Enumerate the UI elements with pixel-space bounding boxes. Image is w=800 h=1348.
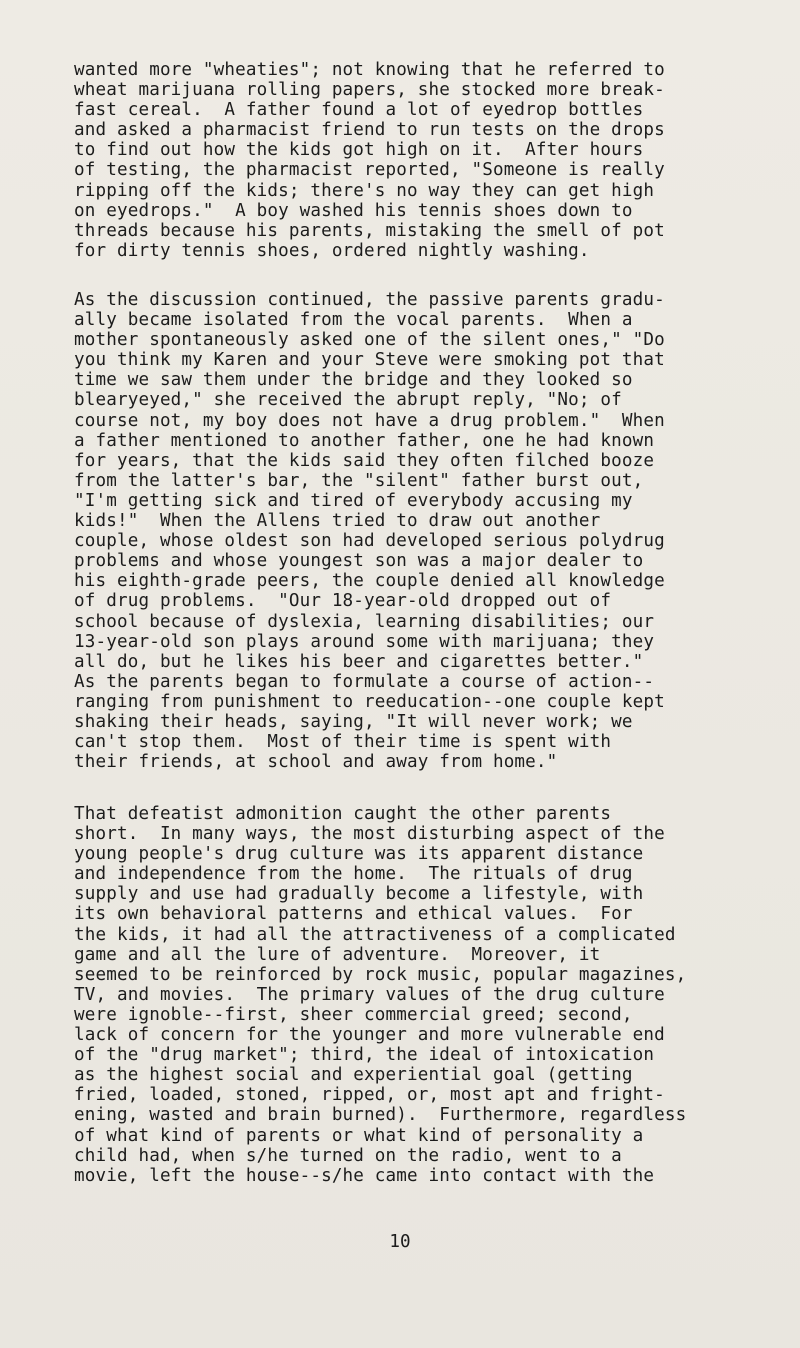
page-number: 10 — [389, 1232, 411, 1252]
text-line: ally became isolated from the vocal parents. When a — [74, 310, 633, 331]
text-line: kids!" When the Allens tried to draw out another — [74, 511, 601, 532]
paragraph-2 — [74, 290, 794, 772]
text-line: shaking their heads, saying, "It will never work; we — [74, 711, 633, 732]
text-line: child had, when s/he turned on the radio, went to a — [74, 1145, 622, 1166]
text-line: threads because his parents, mistaking the smell of pot — [74, 220, 665, 241]
text-line: game and all the lure of adventure. Moreover, it — [74, 944, 601, 965]
text-line: on eyedrops." A boy washed his tennis shoes down to — [74, 200, 633, 221]
text-line: problems and whose youngest son was a major dealer to — [74, 551, 644, 572]
text-line: were ignoble--first, sheer commercial greed; second, — [74, 1004, 633, 1025]
text-line: blearyeyed," she received the abrupt reply, "No; of — [74, 390, 622, 411]
text-line: couple, whose oldest son had developed serious polydrug — [74, 531, 665, 552]
text-line: a father mentioned to another father, one he had known — [74, 430, 655, 451]
text-line: their friends, at school and away from home." — [74, 752, 558, 773]
text-line: for dirty tennis shoes, ordered nightly washing. — [74, 240, 590, 261]
text-line: as the highest social and experiential goal (getting — [74, 1065, 633, 1086]
text-line: for years, that the kids said they often filched booze — [74, 450, 655, 471]
text-line: of testing, the pharmacist reported, "Someone is really — [74, 160, 665, 181]
text-line: all do, but he likes his beer and cigarettes better." — [74, 651, 644, 672]
text-line: 13-year-old son plays around some with marijuana; they — [74, 631, 655, 652]
text-line: seemed to be reinforced by rock music, popular magazines, — [74, 964, 687, 985]
text-line: can't stop them. Most of their time is spent with — [74, 732, 612, 753]
text-line: its own behavioral patterns and ethical values. For — [74, 904, 633, 925]
text-line: As the parents began to formulate a course of action-- — [74, 671, 655, 692]
text-line: the kids, it had all the attractiveness of a complicated — [74, 924, 676, 945]
text-line: of drug problems. "Our 18-year-old dropped out of — [74, 591, 612, 612]
text-line: fast cereal. A father found a lot of eyedrop bottles — [74, 100, 644, 121]
text-line: and independence from the home. The rituals of drug — [74, 864, 633, 885]
text-line: of the "drug market"; third, the ideal of intoxication — [74, 1045, 655, 1066]
text-line: TV, and movies. The primary values of the drug culture — [74, 984, 665, 1005]
text-line: wanted more "wheaties"; not knowing that he referred to — [74, 60, 665, 80]
text-line: movie, left the house--s/he came into contact with the — [74, 1165, 655, 1186]
text-line: ening, wasted and brain burned). Furthermore, regardless — [74, 1105, 687, 1126]
text-line: school because of dyslexia, learning disabilities; our — [74, 611, 655, 632]
paragraph-1 — [74, 60, 794, 261]
text-line: from the latter's bar, the "silent" father burst out, — [74, 470, 644, 491]
text-line: his eighth-grade peers, the couple denied all knowledge — [74, 571, 665, 592]
text-line: supply and use had gradually become a lifestyle, with — [74, 884, 644, 905]
text-line: fried, loaded, stoned, ripped, or, most apt and fright- — [74, 1085, 665, 1106]
text-line: lack of concern for the younger and more vulnerable end — [74, 1025, 665, 1046]
text-line: of what kind of parents or what kind of personality a — [74, 1125, 644, 1146]
text-line: As the discussion continued, the passive parents gradu- — [74, 290, 665, 310]
paragraph-3 — [74, 804, 794, 1186]
text-line: and asked a pharmacist friend to run tests on the drops — [74, 120, 665, 141]
text-line: "I'm getting sick and tired of everybody accusing my — [74, 490, 633, 511]
text-line: course not, my boy does not have a drug problem." When — [74, 410, 665, 431]
text-line: young people's drug culture was its apparent distance — [74, 844, 644, 865]
text-line: short. In many ways, the most disturbing aspect of the — [74, 824, 665, 845]
text-line: time we saw them under the bridge and they looked so — [74, 370, 633, 391]
text-line: wheat marijuana rolling papers, she stocked more break- — [74, 80, 665, 101]
text-line: mother spontaneously asked one of the silent ones," "Do — [74, 330, 665, 351]
text-line: That defeatist admonition caught the other parents — [74, 804, 612, 824]
text-line: you think my Karen and your Steve were smoking pot that — [74, 350, 665, 371]
text-line: ranging from punishment to reeducation--one couple kept — [74, 691, 665, 712]
text-line: ripping off the kids; there's no way they can get high — [74, 180, 655, 201]
text-line: to find out how the kids got high on it. After hours — [74, 140, 644, 161]
